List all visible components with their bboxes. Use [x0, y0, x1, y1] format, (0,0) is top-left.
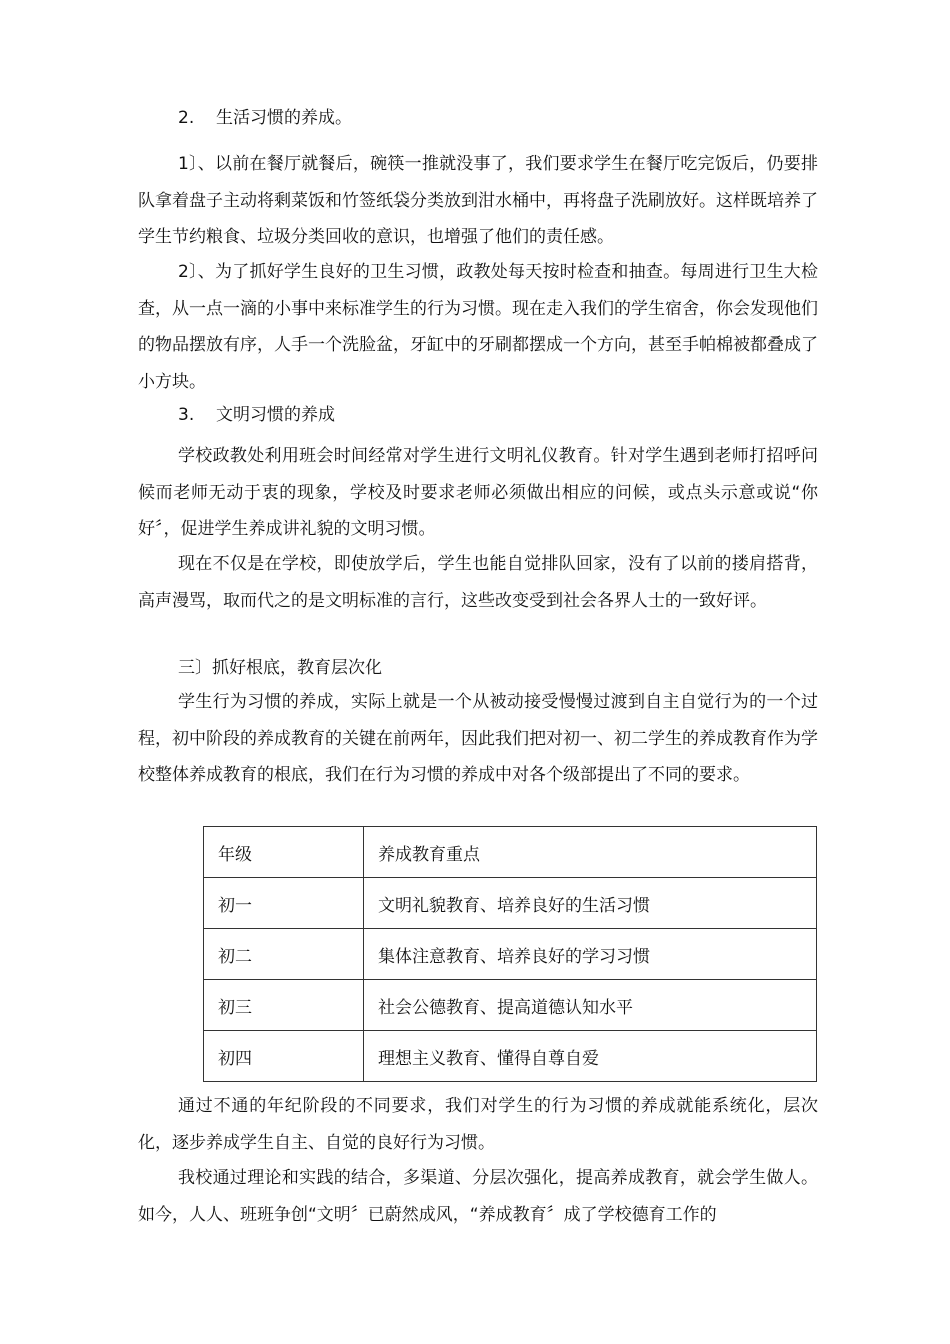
table-cell-focus: 集体注意教育、培养良好的学习习惯	[364, 929, 817, 980]
section-heading-life-habits	[178, 106, 352, 130]
section-heading-levels: 三〕抓好根底，教育层次化	[178, 658, 382, 678]
table-cell-grade: 初四	[204, 1031, 364, 1082]
table-row	[204, 980, 817, 1031]
table-cell-grade: 初一	[204, 878, 364, 929]
grade-requirements-table	[203, 826, 817, 1082]
table-cell-focus: 理想主义教育、懂得自尊自爱	[364, 1031, 817, 1082]
table-cell-focus: 社会公德教育、提高道德认知水平	[364, 980, 817, 1031]
table-cell-focus: 文明礼貌教育、培养良好的生活习惯	[364, 878, 817, 929]
paragraph-hygiene: 2〕、为了抓好学生良好的卫生习惯，政教处每天按时检查和抽查。每周进行卫生大检查，从一点一滴的小事中来标准学生的行为习惯。现在走入我们的学生宿舍，你会发现他们的物品摆放有序，人手一个洗脸盆，牙缸中的牙刷都摆成一个方向，甚至手帕棉被都叠成了小方块。	[138, 262, 818, 392]
table-header-row	[204, 827, 817, 878]
section-title: 生活习惯的养成。	[216, 108, 352, 128]
paragraph-etiquette: 学校政教处利用班会时间经常对学生进行文明礼仪教育。针对学生遇到老师打招呼问候而老师无动于衷的现象，学校及时要求老师必须做出相应的问候，或点头示意或说“你好〞，促进学生养成讲礼貌的文明习惯。	[138, 446, 818, 539]
section-heading-civility	[178, 403, 335, 427]
paragraph-after-school: 现在不仅是在学校，即使放学后，学生也能自觉排队回家，没有了以前的搂肩搭背，高声漫骂，取而代之的是文明标准的言行，这些改变受到社会各界人士的一致好评。	[138, 554, 818, 611]
paragraph-dining: 1〕、以前在餐厅就餐后，碗筷一推就没事了，我们要求学生在餐厅吃完饭后，仍要排队拿着盘子主动将剩菜饭和竹签纸袋分类放到泔水桶中，再将盘子洗刷放好。这样既培养了学生节约粮食、垃圾分类回收的意识，也增强了他们的责任感。	[138, 154, 818, 247]
table-cell-grade: 初三	[204, 980, 364, 1031]
section-title: 文明习惯的养成	[216, 405, 335, 425]
table-row	[204, 878, 817, 929]
paragraph-conclusion: 我校通过理论和实践的结合，多渠道、分层次强化，提高养成教育，就会学生做人。如今，人人、班班争创“文明〞已蔚然成风，“养成教育〞成了学校德育工作的	[138, 1168, 818, 1225]
table-row	[204, 1031, 817, 1082]
paragraph-systematic: 通过不通的年纪阶段的不同要求，我们对学生的行为习惯的养成就能系统化，层次化，逐步养成学生自主、自觉的良好行为习惯。	[138, 1096, 818, 1153]
table-row	[204, 929, 817, 980]
paragraph-levels: 学生行为习惯的养成，实际上就是一个从被动接受慢慢过渡到自主自觉行为的一个过程，初中阶段的养成教育的关键在前两年，因此我们把对初一、初二学生的养成教育作为学校整体养成教育的根底，我们在行为习惯的养成中对各个级部提出了不同的要求。	[138, 692, 818, 785]
table-header-focus: 养成教育重点	[364, 827, 817, 878]
section-number: 2.	[178, 108, 195, 128]
table-header-grade: 年级	[204, 827, 364, 878]
table-cell-grade: 初二	[204, 929, 364, 980]
section-number: 3.	[178, 405, 195, 425]
